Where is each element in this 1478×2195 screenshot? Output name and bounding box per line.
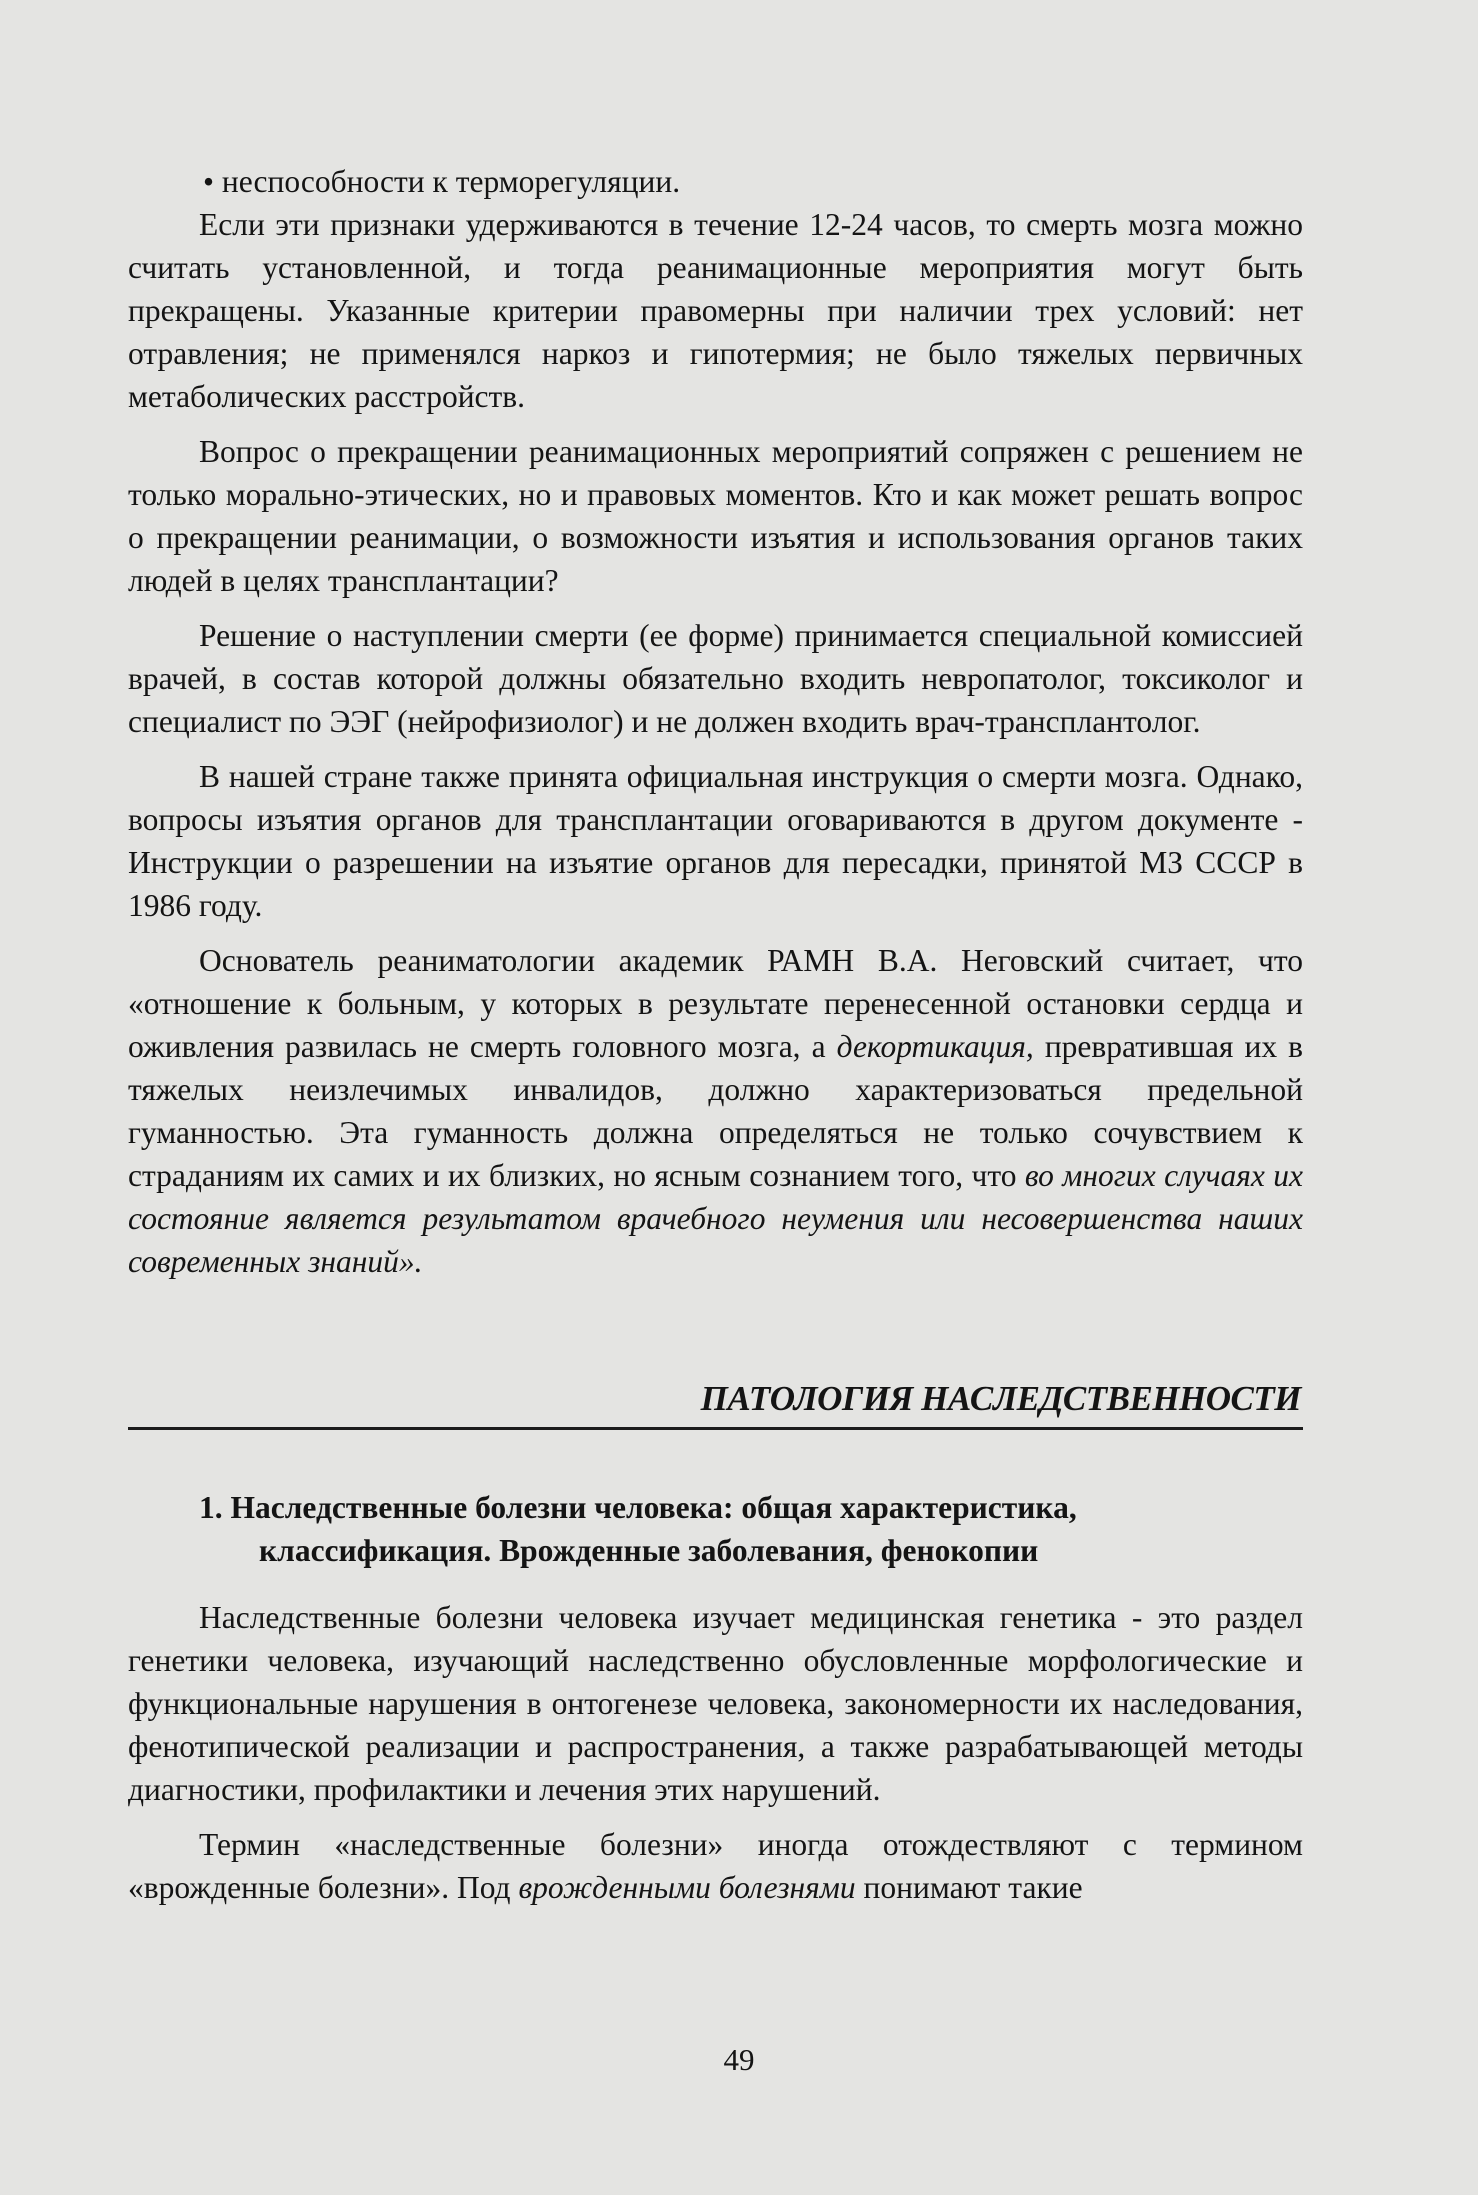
chapter-heading-line-2: классификация. Врожденные заболевания, фенокопии <box>259 1533 1039 1568</box>
bullet-item: • неспособности к терморегуляции. <box>203 164 681 199</box>
paragraph-commission: Решение о наступлении смерти (ее форме) принимается специальной комиссией врачей, в состав которой должны обязательно входить невропатолог, токсиколог и специалист по ЭЭГ (нейрофизиолог) и не должен входить врач-трансплантолог. <box>128 618 1303 739</box>
paragraph-resuscitation-question: Вопрос о прекращении реанимационных мероприятий сопряжен с решением не только морально-этических, но и правовых моментов. Кто и как может решать вопрос о прекращении реанимации, о возможности изъятия и использования органов таких людей в целях трансплантации? <box>128 434 1303 598</box>
quote-text-1: Основатель реаниматологии академик РАМН В.А. Неговский считает, что «отношение к больным, у которых в результате перенесенной остановки сердца и оживления развилась не смерть головного мозга, а <box>128 943 1303 1064</box>
page-content <box>128 160 1303 1909</box>
chapter-heading <box>128 1486 1303 1572</box>
section-title: ПАТОЛОГИЯ НАСЛЕДСТВЕННОСТИ <box>128 1379 1303 1430</box>
paragraph-brain-death-criteria: Если эти признаки удерживаются в течение 12-24 часов, то смерть мозга можно считать установленной, и тогда реанимационные мероприятия могут быть прекращены. Указанные критерии правомерны при наличии трех условий: нет отравления; не применялся наркоз и гипотермия; не было тяжелых первичных метаболических расстройств. <box>128 207 1303 414</box>
quote-italic-2: во многих случаях их состояние является результатом врачебного неумения или несовершенства наших современных знаний». <box>128 1158 1303 1279</box>
paragraph-congenital-diseases <box>128 1823 1303 1909</box>
chapter-heading-line-1: 1. Наследственные болезни человека: общая характеристика, <box>199 1490 1077 1525</box>
quote-italic-1: декортикация, <box>836 1029 1034 1064</box>
page-number: 49 <box>723 2042 755 2077</box>
last-italic: врожденными болезнями <box>518 1870 856 1905</box>
paragraph-negovsky-quote <box>128 939 1303 1283</box>
last-text-2: понимают такие <box>855 1870 1083 1905</box>
last-text-1: Термин «наследственные болезни» иногда отождествляют с термином «врожденные болезни». Под <box>128 1827 1303 1905</box>
quote-text-2: превратившая их в тяжелых неизлечимых инвалидов, должно характеризоваться предельной гуманностью. Эта гуманность должна определяться не только сочувствием к страданиям их самих и их близких, но ясным сознанием того, что <box>128 1029 1303 1193</box>
paragraph-medical-genetics: Наследственные болезни человека изучает медицинская генетика - это раздел генетики человека, изучающий наследственно обусловленные морфологические и функциональные нарушения в онтогенезе человека, закономерности их наследования, фенотипической реализации и распространения, а также разрабатывающей методы диагностики, профилактики и лечения этих нарушений. <box>128 1600 1303 1807</box>
paragraph-official-instruction: В нашей стране также принята официальная инструкция о смерти мозга. Однако, вопросы изъятия органов для трансплантации оговариваются в другом документе - Инструкции о разрешении на изъятие органов для пересадки, принятой МЗ СССР в 1986 году. <box>128 759 1303 923</box>
